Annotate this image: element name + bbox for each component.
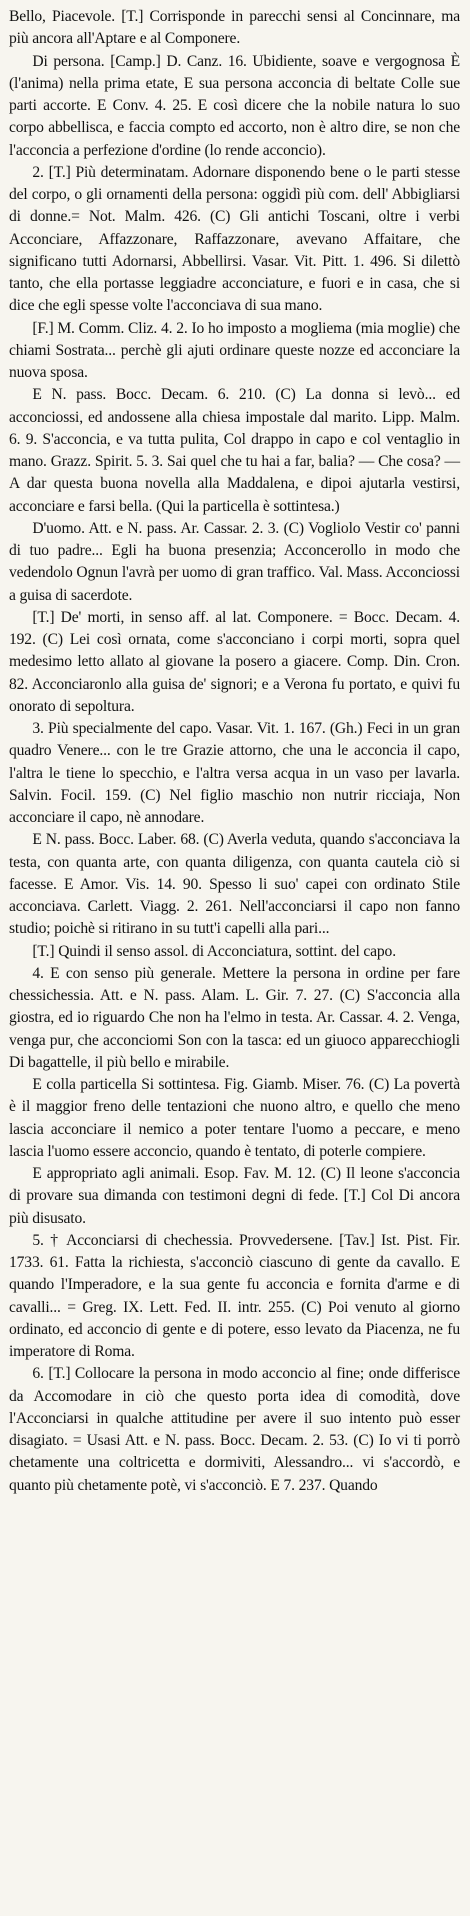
paragraph-di-persona: Di persona. [Camp.] D. Canz. 16. Ubidiente, soave e vergognosa È (l'anima) nella prima etate, E sua persona acconcia di beltate Colle sue parti accorte. E Conv. 4. 25. E così dicere che la nobile natura lo suo corpo abbellisca, e faccia compto ed accorto, non è altro dire, se non che l'acconcia a perfezione d'ordine (lo rende acconcio). [9,52,460,159]
paragraph-sense-4: 4. E con senso più generale. Mettere la persona in ordine per fare chessichessia. Att. e N. pass. Alam. L. Gir. 7. 27. (C) S'acconcia alla giostra, ed io riguardo Che non ha l'elmo in testa. Ar. Cassar. 4. 2. Venga, venga pur, che acconciomi Son con la tasca: ed un giuoco apparecchiogli Di bagattelle, il più bello e mirabile. [9,964,460,1071]
paragraph-animali: E appropriato agli animali. Esop. Fav. M. 12. (C) Il leone s'acconcia di provare sua dimanda con testimoni degni di fede. [T.] Col Di ancora più disusato. [9,1165,460,1227]
paragraph-acconciatura: [T.] Quindi il senso assol. di Acconciatura, sottint. del capo. [32,942,396,960]
paragraph-n-pass: E N. pass. Bocc. Decam. 6. 210. (C) La donna si levò... ed acconciossi, ed andossene alla chiesa impostale dal marito. Lipp. Malm. 6. 9. S'acconcia, e va tutta pulita, Col drappo in capo e col ventaglio in mano. Grazz. Spirit. 5. 3. Sai quel che tu hai a far, balia? — Che cosa? — A dar questa buona novella alla Maddalena, e dipoi ajutarla vestirsi, acconciare e farsi bella. (Qui la particella è sottintesa.) [9,386,460,515]
paragraph-d-uomo: D'uomo. Att. e N. pass. Ar. Cassar. 2. 3. (C) Vogliolo Vestir co' panni di tuo padre... Egli ha buona presenzia; Acconcerollo in modo che vedendolo Ognun l'avrà per uomo di gran traffico. Val. Mass. Acconciossi a guisa di sacerdote. [9,519,460,604]
paragraph-sense-2: 2. [T.] Più determinatam. Adornare disponendo bene o le parti stesse del corpo, o gli ornamenti della persona: oggidì più com. dell' Abbigliarsi di donne.= Not. Malm. 426. (C) Gli antichi Toscani, oltre i verbi Acconciare, Affazzonare, Raffazzonare, avevano Affaitare, che significano tutti Adornarsi, Abbellirsi. Vasar. Vit. Pitt. 1. 496. Si dilettò tanto, che ella portasse leggiadre acconciature, e fuori e in casa, che si dice che egli spesse volte l'acconciava di sua mano. [9,163,460,315]
paragraph-continuation: Bello, Piacevole. [T.] Corrisponde in parecchi sensi al Concinnare, ma più ancora all'Aptare e al Componere. [9,8,460,48]
paragraph-de-morti: [T.] De' morti, in senso aff. al lat. Componere. = Bocc. Decam. 4. 192. (C) Lei così ornata, come s'acconciano i corpi morti, sopra quel medesimo letto allato al giovane la posero a giacere. Comp. Din. Cron. 82. Acconciaronlo alla guisa de' signori; e a Verona fu portato, e quivi fu onorato di sepoltura. [9,608,460,715]
paragraph-particella-si: E colla particella Si sottintesa. Fig. Giamb. Miser. 76. (C) La povertà è il maggior freno delle tentazioni che nuono altro, e quello che meno lascia acconciare il nemico a poter tentare l'uomo a peccare, e meno lascia l'uomo essere acconcio, quando è tentato, di poterle compiere. [9,1076,460,1160]
paragraph-sense-3-n-pass: E N. pass. Bocc. Laber. 68. (C) Averla veduta, quando s'acconciava la testa, con quanta arte, con quanta diligenza, con quanta cautela ciò si facesse. E Amor. Vis. 14. 90. Spesso li suo' capei con ordinato Stile acconciava. Carlett. Viagg. 2. 261. Nell'acconciarsi il capo non fanno studio; poichè si ritirano in su tutt'i capelli alla pari... [9,831,460,938]
entry-acconciare-text [9,6,460,1497]
paragraph-sense-3: 3. Più specialmente del capo. Vasar. Vit. 1. 167. (Gh.) Feci in un gran quadro Venere... con le tre Grazie attorno, che una le acconcia il capo, l'altra le tiene lo specchio, e l'altra versa acqua in un vaso per lavarla. Salvin. Focil. 159. (C) Nel figlio maschio non nutrir ricciaja, Non acconciare il capo, nè annodare. [9,720,460,826]
paragraph-sense-6: 6. [T.] Collocare la persona in modo acconcio al fine; onde differisce da Accomodare in ciò che questo porta idea di comodità, dove l'Acconciarsi in qualche attitudine per avere il suo intento può esser disagiato. = Usasi Att. e N. pass. Bocc. Decam. 2. 53. (C) Io vi ti porrò chetamente una coltricetta e dormiviti, Alessandro... vi s'accordò, e quanto più chetamente potè, vi s'acconciò. E 7. 237. Quando [9,1365,460,1494]
paragraph-sense-2-example: [F.] M. Comm. Cliz. 4. 2. Io ho imposto a mogliema (mia moglie) che chiami Sostrata... perchè gli ajuti ordinare queste nozze ed acconciare la nuova sposa. [9,319,460,381]
paragraph-sense-5: 5. † Acconciarsi di chechessia. Provvedersene. [Tav.] Ist. Pist. Fir. 1733. 61. Fatta la richiesta, s'acconciò ciascuno di gente da cavallo. E quando l'Imperadore, e la sua gente fu acconcia e fornita d'arme e di cavalli... = Greg. IX. Lett. Fed. II. intr. 255. (C) Poi venuto al giorno ordinato, ed acconcio di gente e di potere, esso levato da Piacenza, ne fu imperatore di Roma. [9,1231,460,1360]
